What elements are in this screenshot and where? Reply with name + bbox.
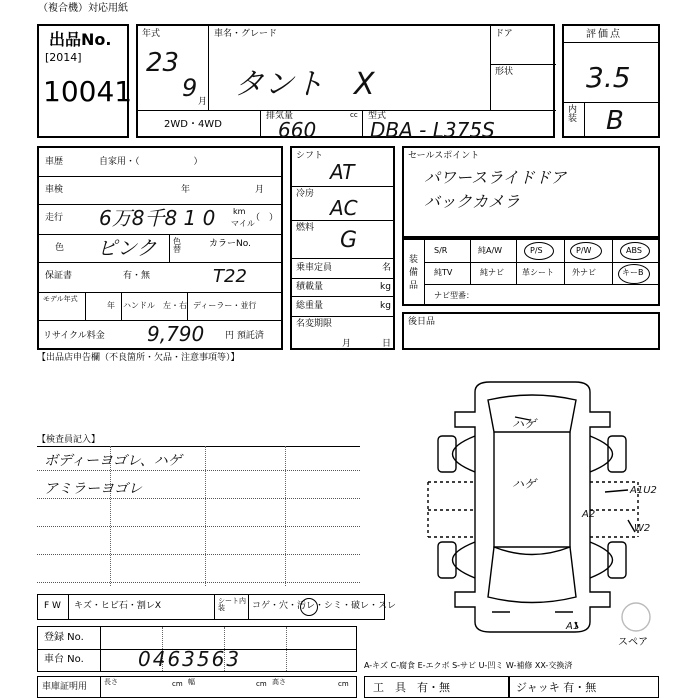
month-value: 9 — [182, 74, 198, 102]
later-box — [402, 312, 660, 350]
grade-label: 評価点 — [586, 29, 622, 40]
grade-box — [562, 24, 660, 138]
later-label: 後日品 — [408, 317, 436, 327]
year-value: 23 — [146, 48, 180, 78]
color-no-value: T22 — [213, 266, 247, 287]
equip-keyb: キーB — [622, 268, 644, 277]
handle-label: ハンドル 左・右 — [123, 301, 187, 310]
ac-value: AC — [330, 196, 358, 220]
seller-note-label: 【出品店申告欄（不良箇所・欠品・注意事項等）】 — [37, 353, 240, 363]
inspection-year-unit: 年 — [181, 185, 191, 195]
inspector-line2: アミラーヨゴレ — [44, 481, 142, 497]
name-value: タント X — [234, 67, 375, 102]
cert-height-unit: cm — [338, 680, 349, 688]
equipment-box — [402, 238, 660, 306]
inspection-label: 車検 — [45, 185, 64, 195]
recycle-value: 9,790 — [147, 322, 205, 346]
equip-ps: P/S — [530, 246, 543, 255]
fuel-label: 燃料 — [296, 223, 315, 233]
tools-label: 工 具 有・無 — [373, 681, 450, 694]
model-year-label: モデル年式 — [43, 295, 78, 303]
weight-unit: kg — [380, 301, 391, 311]
dealer-label: ディーラー・並行 — [193, 301, 257, 310]
fw-text1: キズ・ヒビ石・割レX — [74, 601, 161, 611]
lot-title: 出品No. — [49, 30, 112, 49]
fw-text2: コゲ・穴・汚レ・シミ・破レ・スレ — [252, 601, 397, 611]
equip-pw: P/W — [576, 246, 592, 255]
equip-sr: S/R — [434, 246, 448, 255]
year-label: 年式 — [142, 29, 161, 39]
inspector-label: 【検査員記入】 — [37, 435, 101, 445]
model-label: 型式 — [368, 111, 387, 121]
inspection-month-unit: 月 — [255, 185, 265, 195]
chassis-label: 車台 No. — [44, 654, 84, 665]
tools-box — [364, 676, 509, 698]
lot-number: 10041 — [43, 75, 133, 108]
door-label: ドア — [495, 29, 513, 39]
deadline-day: 日 — [382, 339, 392, 349]
equip-aw: 純A/W — [478, 246, 503, 255]
mile-label: マイル — [231, 219, 255, 228]
recycle-unit: 円 預託済 — [225, 331, 264, 341]
warranty-label: 保証書 — [45, 271, 73, 281]
car-diagram — [400, 372, 670, 642]
cert-width-unit: cm — [256, 680, 267, 688]
mark-a1: A1 — [566, 621, 580, 632]
mark-w2: W2 — [634, 523, 651, 534]
registration-box — [37, 626, 357, 672]
circle-stain — [300, 598, 318, 616]
seat-label: シート内装 — [218, 597, 246, 612]
jack-label: ジャッキ 有・無 — [516, 681, 597, 694]
history-box — [37, 146, 283, 350]
km-label: km — [233, 207, 246, 216]
color-value: ピンク — [97, 236, 157, 260]
model-year-unit: 年 — [107, 301, 115, 310]
equip-abs: ABS — [626, 246, 642, 255]
load-label: 積載量 — [296, 282, 324, 292]
cert-height: 高さ — [272, 678, 286, 686]
name-label: 車名・グレード — [214, 29, 278, 39]
jack-box — [509, 676, 659, 698]
shape-label: 形状 — [495, 67, 514, 77]
weight-label: 総重量 — [296, 301, 324, 311]
equipment-label: 装備品 — [409, 255, 419, 291]
month-suffix: 月 — [198, 97, 208, 107]
drivetrain-box — [290, 146, 395, 350]
shift-label: シフト — [296, 151, 324, 161]
circle-keyb — [618, 264, 650, 284]
cert-label: 車庫証明用 — [42, 682, 88, 692]
interior-value: B — [606, 106, 624, 136]
drive-label: 2WD・4WD — [164, 119, 222, 130]
mileage-label: 走行 — [45, 213, 64, 223]
load-unit: kg — [380, 282, 391, 292]
top-note: （複合機）対応用紙 — [38, 3, 128, 14]
model-value: DBA - L375S — [370, 118, 495, 142]
color-label: 色 — [55, 243, 65, 253]
mileage-paren: （ ） — [251, 213, 279, 223]
cert-width: 幅 — [188, 678, 195, 686]
cert-box — [37, 676, 357, 698]
sales-line1: パワースライドドア — [424, 168, 567, 187]
fw-label: F W — [44, 601, 61, 611]
circle-abs — [620, 242, 650, 260]
chassis-value: 0463563 — [138, 647, 242, 671]
deadline-label: 名変期限 — [296, 319, 333, 329]
sales-line2: バックカメラ — [424, 192, 521, 211]
cc-label: 排気量 — [266, 111, 294, 121]
lot-box — [37, 24, 133, 138]
cert-length-unit: cm — [172, 680, 183, 688]
cc-unit: cc — [350, 111, 358, 119]
capacity-unit: 名 — [382, 263, 392, 273]
color-no-label: カラーNo. — [209, 239, 251, 249]
mileage-value: 6万8千8 1 0 — [99, 206, 216, 230]
fw-row — [37, 594, 397, 620]
capacity-label: 乗車定員 — [296, 263, 333, 273]
mark-a1u2: A1U2 — [630, 485, 657, 496]
equip-leather: 革シート — [522, 268, 554, 277]
sales-box — [402, 146, 660, 238]
spare-label: スペア — [618, 637, 648, 648]
equip-navi: 純ナビ — [480, 268, 504, 277]
cert-length: 長さ — [104, 678, 118, 686]
navi-model-label: ナビ型番： — [434, 291, 474, 300]
interior-label: 内装 — [568, 105, 578, 124]
mark-a2: A2 — [582, 509, 596, 520]
history-label: 車歴 — [45, 157, 64, 167]
lot-year: [2014] — [45, 51, 82, 64]
equip-tv: 純TV — [434, 268, 453, 277]
reg-label: 登録 No. — [44, 632, 84, 643]
circle-pw — [570, 242, 602, 260]
shift-value: AT — [330, 160, 355, 184]
cc-value: 660 — [278, 118, 317, 142]
sales-label: セールスポイント — [408, 151, 480, 161]
repaint-label: 色替 — [173, 237, 181, 254]
damage-legend: A-キズ C-腐食 E-エクボ S-サビ U-凹ミ W-補修 XX-交換済 — [364, 661, 573, 670]
mark-hage-1: ハゲ — [512, 417, 537, 431]
grade-score: 3.5 — [586, 61, 631, 94]
fuel-value: G — [340, 228, 358, 253]
recycle-label: リサイクル料金 — [43, 331, 105, 341]
history-value: 自家用・（ ） — [99, 157, 203, 167]
circle-ps — [524, 242, 554, 260]
equip-ext-navi: 外ナビ — [572, 268, 596, 277]
ac-label: 冷房 — [296, 189, 315, 199]
car-info-box — [136, 24, 555, 142]
inspector-line1: ボディーヨゴレ、ハゲ — [44, 453, 182, 469]
deadline-month: 月 — [342, 339, 352, 349]
warranty-value: 有・無 — [123, 271, 151, 281]
mark-hage-2: ハゲ — [512, 477, 537, 491]
